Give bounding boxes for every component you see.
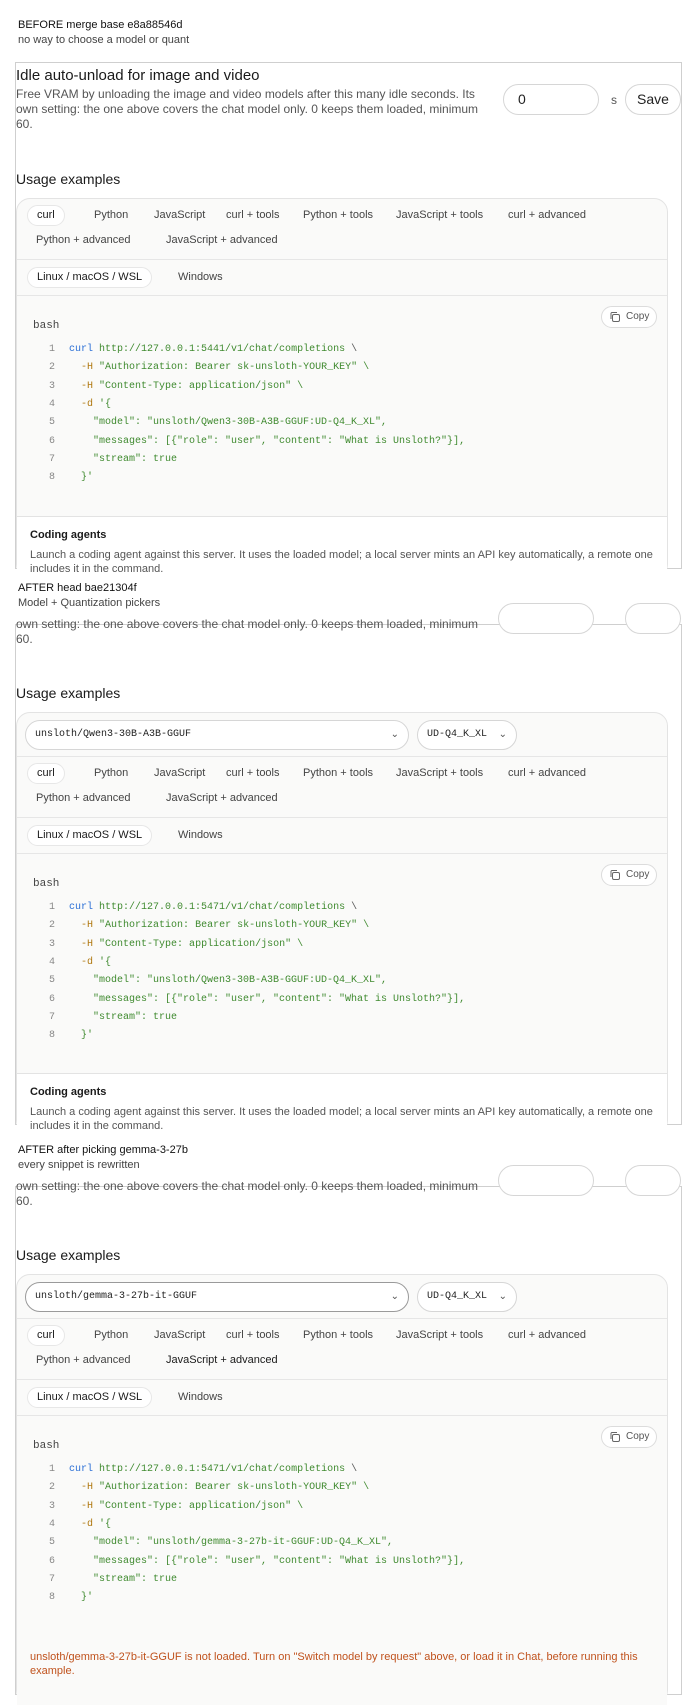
- line-number: 6: [48, 435, 55, 447]
- code-text: -H "Authorization: Bearer sk-unsloth-YOUR_KEY" \: [81, 1482, 370, 1494]
- tab-curl-advanced[interactable]: curl + advanced: [508, 209, 586, 221]
- panel-3-frame: [15, 1179, 682, 1695]
- tab-javascript[interactable]: JavaScript: [154, 767, 206, 779]
- chevron-down-icon: ⌄: [498, 729, 507, 740]
- line-number: 1: [48, 902, 55, 913]
- copy-label: Copy: [626, 311, 650, 322]
- coding-agents-section: [17, 1073, 667, 1135]
- code-language: bash: [33, 1440, 60, 1452]
- code-text: -H "Content-Type: application/json" \: [81, 1500, 304, 1512]
- code-text: -d '{: [81, 1518, 112, 1530]
- code-text: "model": "unsloth/Qwen3-30B-A3B-GGUF:UD-Q4_K_XL",: [69, 975, 388, 987]
- coding-agents-title: Coding agents: [30, 1086, 107, 1098]
- code-text: -H "Authorization: Bearer sk-unsloth-YOUR_KEY" \: [81, 362, 370, 374]
- code-text: "stream": true: [69, 1573, 178, 1585]
- tab-curl[interactable]: curl: [27, 205, 65, 226]
- os-tabs: [17, 818, 667, 854]
- tab-python-advanced[interactable]: Python + advanced: [36, 1354, 131, 1366]
- tab-python[interactable]: Python: [94, 209, 129, 221]
- line-number: 7: [48, 1573, 55, 1585]
- usage-card: [16, 712, 668, 1134]
- line-number: 5: [48, 1537, 55, 1549]
- save-button-cut[interactable]: [625, 603, 681, 634]
- coding-agents-section: [17, 516, 667, 579]
- panel-subtitle: no way to choose a model or quant: [18, 34, 190, 46]
- code-text: }': [69, 1592, 94, 1604]
- tab-curl[interactable]: curl: [27, 1325, 65, 1346]
- idle-unload-description: Free VRAM by unloading the image and video models after this many idle seconds. Its own setting: the one above covers the chat model only. 0 keeps them loaded, minimum 60.: [16, 87, 479, 131]
- code-text: "model": "unsloth/Qwen3-30B-A3B-GGUF:UD-Q4_K_XL",: [69, 417, 388, 429]
- panel-2-header: [18, 581, 160, 611]
- code-text: }': [69, 472, 94, 484]
- tab-javascript-tools[interactable]: JavaScript + tools: [396, 209, 484, 221]
- model-not-loaded-warning-area: [17, 1635, 667, 1705]
- quant-select-value: UD-Q4_K_XL: [427, 729, 488, 740]
- seconds-unit: s: [611, 93, 617, 107]
- panel-3-header: [18, 1143, 188, 1173]
- tab-javascript-advanced[interactable]: JavaScript + advanced: [166, 792, 278, 804]
- tab-linux-macos-wsl[interactable]: Linux / macOS / WSL: [27, 825, 152, 846]
- tab-javascript-advanced[interactable]: JavaScript + advanced: [166, 1354, 278, 1366]
- copy-button[interactable]: [601, 306, 657, 328]
- tab-python-advanced[interactable]: Python + advanced: [36, 792, 131, 804]
- idle-unload-description-cut: own setting: the one above covers the chat model only. 0 keeps them loaded, minimum 60.: [16, 617, 479, 646]
- tab-javascript-tools[interactable]: JavaScript + tools: [396, 767, 484, 779]
- tab-javascript[interactable]: JavaScript: [154, 209, 206, 221]
- language-tabs: [17, 1319, 667, 1380]
- save-button-cut[interactable]: [625, 1165, 681, 1196]
- line-number: 8: [48, 472, 55, 484]
- panel-2-frame: [15, 617, 682, 1132]
- copy-icon: [609, 1431, 621, 1443]
- tab-windows[interactable]: Windows: [178, 271, 223, 283]
- code-language: bash: [33, 320, 60, 332]
- copy-icon: [609, 311, 621, 323]
- code-text: "messages": [{"role": "user", "content": "What is Unsloth?"}],: [69, 435, 466, 447]
- tab-curl-advanced[interactable]: curl + advanced: [508, 1329, 586, 1341]
- line-number: 5: [48, 975, 55, 987]
- line-number: 4: [48, 1518, 55, 1530]
- language-tabs: [17, 199, 667, 260]
- panel-1-frame: [15, 62, 682, 575]
- tab-python[interactable]: Python: [94, 1329, 129, 1341]
- code-text: "messages": [{"role": "user", "content": "What is Unsloth?"}],: [69, 993, 466, 1005]
- model-select-value: unsloth/gemma-3-27b-it-GGUF: [35, 1291, 198, 1302]
- tab-python-tools[interactable]: Python + tools: [303, 1329, 374, 1341]
- tab-linux-macos-wsl[interactable]: Linux / macOS / WSL: [27, 267, 152, 288]
- idle-seconds-input-cut[interactable]: [498, 1165, 594, 1196]
- panel-subtitle: every snippet is rewritten: [18, 1159, 140, 1171]
- line-number: 7: [48, 1011, 55, 1023]
- tab-curl-tools[interactable]: curl + tools: [226, 767, 280, 779]
- tab-curl-tools[interactable]: curl + tools: [226, 1329, 280, 1341]
- panel-title: BEFORE merge base e8a88546d: [18, 19, 183, 31]
- model-select[interactable]: [25, 1282, 409, 1312]
- chevron-down-icon: ⌄: [498, 1291, 507, 1302]
- tab-curl-advanced[interactable]: curl + advanced: [508, 767, 586, 779]
- coding-agents-description: Launch a coding agent against this server. It uses the loaded model; a local server mints an API key automatically, a remote one includes it in the command.: [30, 1106, 653, 1132]
- line-number: 3: [48, 1500, 55, 1512]
- panel-title: AFTER head bae21304f: [18, 582, 137, 594]
- code-block: [17, 1416, 667, 1635]
- line-number: 2: [48, 362, 55, 374]
- code-text: -d '{: [81, 956, 112, 968]
- line-number: 2: [48, 920, 55, 932]
- code-language: bash: [33, 878, 60, 890]
- copy-icon: [609, 869, 621, 881]
- os-tabs: [17, 260, 667, 296]
- code-text: "messages": [{"role": "user", "content": "What is Unsloth?"}],: [69, 1555, 466, 1567]
- model-quant-pickers: [17, 713, 667, 757]
- quant-select[interactable]: [417, 720, 517, 750]
- line-number: 8: [48, 1592, 55, 1604]
- code-text: -d '{: [81, 398, 112, 410]
- idle-unload-title: Idle auto-unload for image and video: [16, 67, 260, 84]
- copy-label: Copy: [626, 869, 650, 880]
- tab-python-tools[interactable]: Python + tools: [303, 767, 374, 779]
- panel-title: AFTER after picking gemma-3-27b: [18, 1144, 188, 1156]
- tab-curl-tools[interactable]: curl + tools: [226, 209, 280, 221]
- line-number: 4: [48, 956, 55, 968]
- model-select-value: unsloth/Qwen3-30B-A3B-GGUF: [35, 729, 192, 740]
- tab-windows[interactable]: Windows: [178, 829, 223, 841]
- idle-unload-description-cut: own setting: the one above covers the chat model only. 0 keeps them loaded, minimum 60.: [16, 1179, 479, 1208]
- code-block: [17, 296, 667, 516]
- chevron-down-icon: ⌄: [390, 729, 399, 740]
- usage-examples-title: Usage examples: [16, 685, 121, 701]
- coding-agents-title: Coding agents: [30, 529, 107, 541]
- tab-python-tools[interactable]: Python + tools: [303, 209, 374, 221]
- chevron-down-icon: ⌄: [390, 1291, 399, 1302]
- quant-select-value: UD-Q4_K_XL: [427, 1291, 488, 1302]
- save-button[interactable]: Save: [625, 84, 681, 115]
- code-text: -H "Content-Type: application/json" \: [81, 938, 304, 950]
- model-select[interactable]: [25, 720, 409, 750]
- usage-examples-title: Usage examples: [16, 1247, 121, 1263]
- tab-linux-macos-wsl[interactable]: Linux / macOS / WSL: [27, 1387, 152, 1408]
- tab-javascript[interactable]: JavaScript: [154, 1329, 206, 1341]
- os-tabs: [17, 1380, 667, 1416]
- model-quant-pickers: [17, 1275, 667, 1319]
- code-text: -H "Authorization: Bearer sk-unsloth-YOUR_KEY" \: [81, 920, 370, 932]
- usage-card: [16, 1274, 668, 1704]
- code-block: [17, 854, 667, 1073]
- code-text: curl http://127.0.0.1:5471/v1/chat/completions \: [69, 902, 358, 913]
- code-text: "stream": true: [69, 1011, 178, 1023]
- quant-select[interactable]: [417, 1282, 517, 1312]
- line-number: 7: [48, 453, 55, 465]
- line-number: 2: [48, 1482, 55, 1494]
- code-text: "stream": true: [69, 453, 178, 465]
- tab-curl[interactable]: curl: [27, 763, 65, 784]
- usage-examples-title: Usage examples: [16, 171, 121, 187]
- copy-button[interactable]: [601, 1426, 657, 1448]
- line-number: 1: [48, 1464, 55, 1475]
- line-number: 8: [48, 1030, 55, 1042]
- panel-subtitle: Model + Quantization pickers: [18, 597, 161, 609]
- line-number: 6: [48, 1555, 55, 1567]
- line-number: 1: [48, 344, 55, 355]
- copy-label: Copy: [626, 1431, 650, 1442]
- idle-seconds-input-cut[interactable]: [498, 603, 594, 634]
- language-tabs: [17, 757, 667, 818]
- tab-javascript-tools[interactable]: JavaScript + tools: [396, 1329, 484, 1341]
- usage-card: [16, 198, 668, 578]
- line-number: 5: [48, 417, 55, 429]
- line-number: 3: [48, 380, 55, 392]
- tab-javascript-advanced[interactable]: JavaScript + advanced: [166, 234, 278, 246]
- line-number: 4: [48, 398, 55, 410]
- code-text: }': [69, 1030, 94, 1042]
- code-text: -H "Content-Type: application/json" \: [81, 380, 304, 392]
- line-number: 6: [48, 993, 55, 1005]
- copy-button[interactable]: [601, 864, 657, 886]
- code-text: curl http://127.0.0.1:5441/v1/chat/completions \: [69, 344, 358, 355]
- idle-seconds-input[interactable]: 0: [503, 84, 599, 115]
- tab-python-advanced[interactable]: Python + advanced: [36, 234, 131, 246]
- code-text: curl http://127.0.0.1:5471/v1/chat/completions \: [69, 1464, 358, 1475]
- model-not-loaded-warning: unsloth/gemma-3-27b-it-GGUF is not loaded. Turn on "Switch model by request" above, or load it in Chat, before running this example.: [30, 1651, 638, 1677]
- coding-agents-description: Launch a coding agent against this server. It uses the loaded model; a local server mints an API key automatically, a remote one includes it in the command.: [30, 549, 653, 575]
- tab-python[interactable]: Python: [94, 767, 129, 779]
- code-text: "model": "unsloth/gemma-3-27b-it-GGUF:UD-Q4_K_XL",: [69, 1537, 394, 1549]
- line-number: 3: [48, 938, 55, 950]
- panel-1-header: [18, 18, 189, 48]
- tab-windows[interactable]: Windows: [178, 1391, 223, 1403]
